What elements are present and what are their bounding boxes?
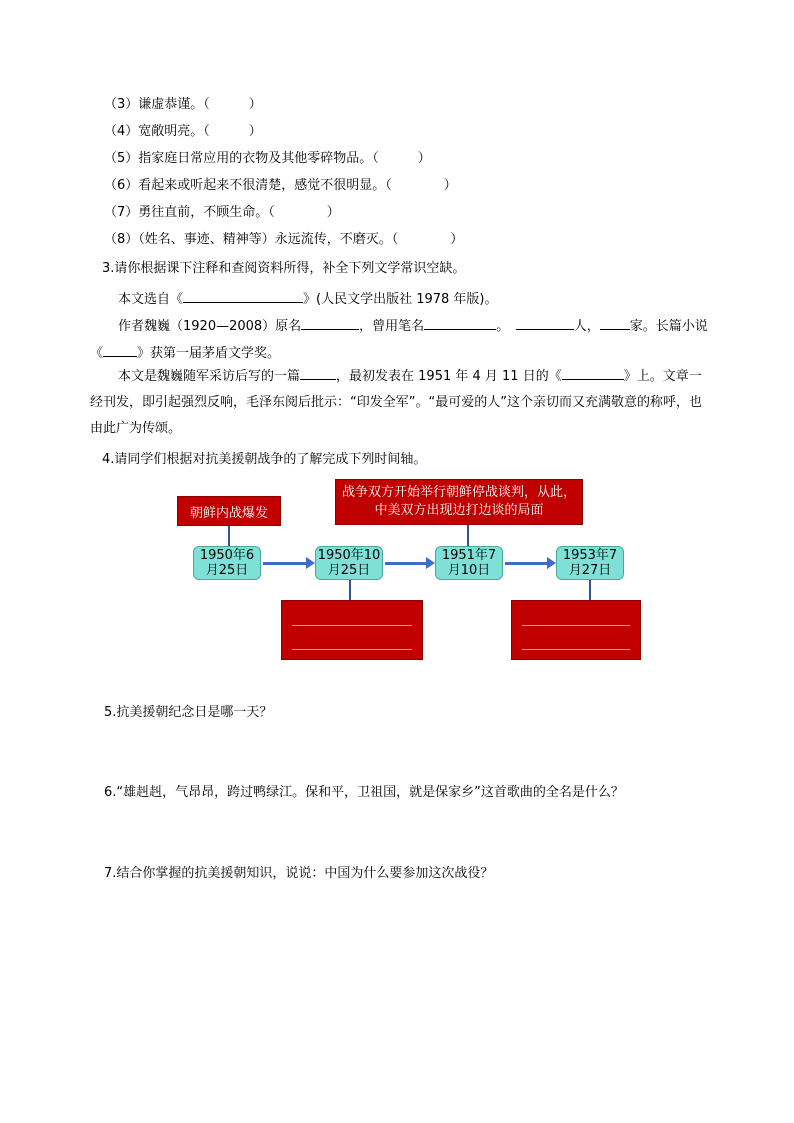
answer-line [522,649,630,650]
blank-genre[interactable] [300,365,336,380]
date-1950-10-25: 1950年10月25日 [315,546,383,580]
question-5: 5.抗美援朝纪念日是哪一天？ [104,705,273,720]
question-3-paragraph: 本文是魏巍随军采访后写的一篇 ，最初发表在 1951 年 4 月 11 日的《 》上。文章一经刊发，即引起强烈反响，毛泽东阅后批示：“印发全军”。“最可爱的人”这个亲切而又充满敬意的称呼，也由此广为传颂。 [90,364,710,442]
arrow-3 [505,562,548,565]
answer-line [522,625,630,626]
event-korean-war-outbreak: 朝鲜内战爆发 [177,496,281,526]
arrow-2 [385,562,427,565]
question-7: 7.结合你掌握的抗美援朝知识，说说：中国为什么要参加这次战役？ [104,866,494,881]
item-3: （3）谦虚恭谨。（ ） [104,97,262,112]
item-4: （4）宽敞明亮。（ ） [104,124,262,139]
item-6: （6）看起来或听起来不很清楚，感觉不很明显。（ ） [104,178,457,193]
connector-1 [228,526,230,546]
blank-source[interactable] [183,288,303,303]
answer-box-2[interactable] [511,600,641,660]
connector-2 [349,580,351,600]
question-3-line-2: 作者魏巍（1920—2008）原名 ，曾用笔名 。 人， 家。长篇小说 [118,315,708,336]
answer-line [292,649,412,650]
item-7: （7）勇往直前，不顾生命。（ ） [104,205,340,220]
date-1951-07-10: 1951年7月10日 [435,546,503,580]
blank-pen-name[interactable] [424,315,496,330]
answer-line [292,625,412,626]
connector-4 [589,580,591,600]
arrow-1 [263,562,307,565]
blank-profession[interactable] [600,315,630,330]
question-4-title: 4.请同学们根据对抗美援朝战争的了解完成下列时间轴。 [102,452,427,467]
event-armistice-talks: 战争双方开始举行朝鲜停战谈判，从此，中美双方出现边打边谈的局面 [335,479,583,525]
date-1950-06-25: 1950年6月25日 [193,546,261,580]
question-3-line-1: 本文选自《 》(人民文学出版社 1978 年版)。 [118,288,498,309]
date-1953-07-27: 1953年7月27日 [556,546,624,580]
answer-box-1[interactable] [281,600,423,660]
blank-real-name[interactable] [301,315,359,330]
item-8: （8）（姓名、事迹、精神等）永远流传，不磨灭。（ ） [104,232,464,247]
item-5: （5）指家庭日常应用的衣物及其他零碎物品。（ ） [104,151,431,166]
blank-hometown[interactable] [516,315,574,330]
connector-3 [467,525,469,546]
blank-newspaper[interactable] [562,365,624,380]
question-3-title: 3.请你根据课下注释和查阅资料所得，补全下列文学常识空缺。 [102,261,466,276]
blank-novel[interactable] [103,342,137,357]
question-6: 6.“雄赳赳，气昂昂，跨过鸭绿江。保和平，卫祖国，就是保家乡”这首歌曲的全名是什么？ [104,785,624,800]
question-3-line-3: 《 》获第一届茅盾文学奖。 [90,342,280,363]
